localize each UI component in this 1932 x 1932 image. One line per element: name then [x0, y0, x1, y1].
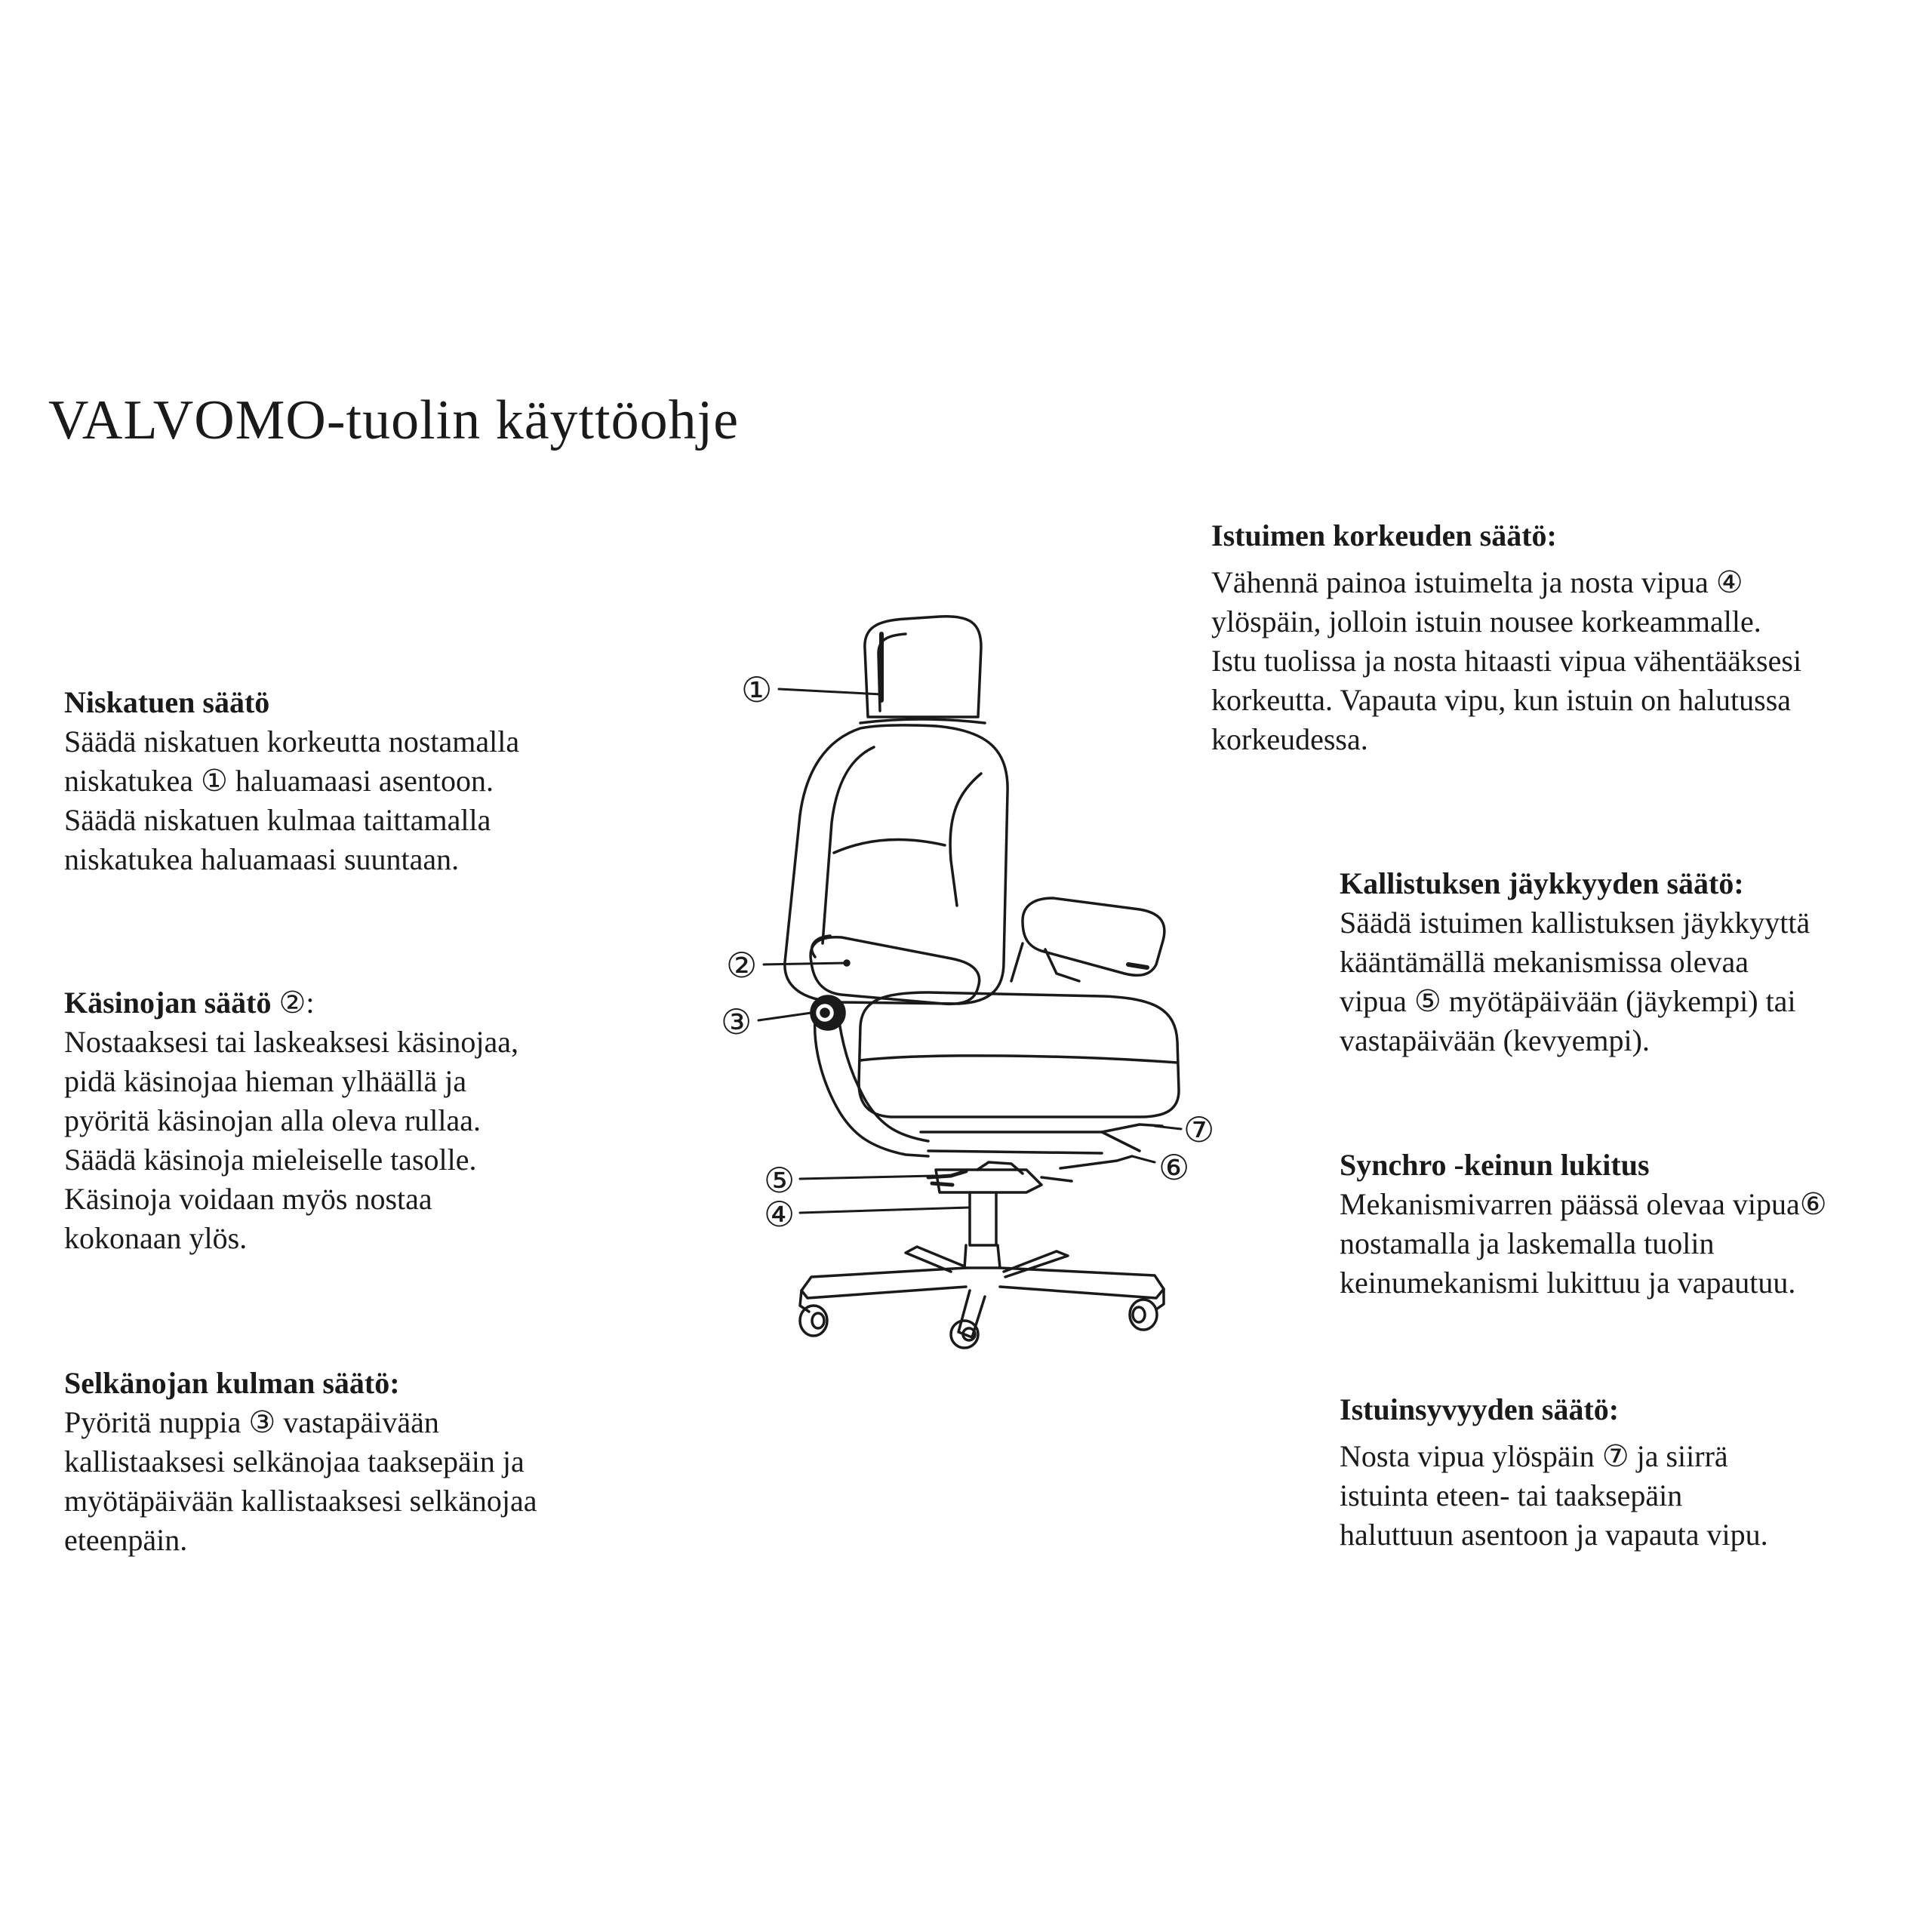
section-backrest: [64, 1364, 537, 1560]
section-heading: Selkänojan kulman säätö:: [64, 1366, 400, 1400]
tilt-mechanism: [921, 1124, 1162, 1192]
section-line: vipua ⑤ myötäpäivään (jäykempi) tai: [1340, 984, 1796, 1018]
section-line: korkeudessa.: [1211, 722, 1368, 756]
callout-4: ④: [764, 1194, 795, 1235]
section-line: istuinta eteen- tai taaksepäin: [1340, 1478, 1683, 1512]
section-line: kallistaaksesi selkänojaa taaksepäin ja: [64, 1444, 525, 1478]
section-line: Säädä niskatuen korkeutta nostamalla: [64, 724, 520, 758]
backrest: [785, 725, 1008, 1004]
caster-wheels: [800, 1300, 1157, 1348]
section-line: Säädä niskatuen kulmaa taittamalla: [64, 803, 491, 837]
callout-2: ②: [726, 945, 758, 986]
chair-base: [800, 1247, 1164, 1337]
callout-7: ⑦: [1183, 1109, 1215, 1150]
armrest-right: [1011, 898, 1164, 981]
section-line: myötäpäivään kallistaaksesi selkänojaa: [64, 1484, 537, 1518]
section-line: ylöspäin, jolloin istuin nousee korkeammalle.: [1211, 605, 1761, 638]
section-line: kääntämällä mekanismissa olevaa: [1340, 945, 1749, 979]
backrest-tilt-knob: [811, 996, 844, 1029]
seat-cushion: [859, 992, 1179, 1117]
heading-suffix: ②:: [271, 986, 315, 1020]
section-heading: Niskatuen säätö: [64, 685, 270, 719]
section-line: kokonaan ylös.: [64, 1221, 248, 1255]
section-line: Käsinoja voidaan myös nostaa: [64, 1182, 432, 1216]
section-line: vastapäivään (kevyempi).: [1340, 1023, 1650, 1057]
section-line: niskatukea ① haluamaasi asentoon.: [64, 764, 494, 798]
callout-3: ③: [721, 1001, 752, 1042]
section-line: Istu tuolissa ja nosta hitaasti vipua vähentääksesi: [1211, 644, 1802, 678]
section-synchro-lock: [1340, 1146, 1827, 1303]
section-heading: Istuimen korkeuden säätö:: [1211, 518, 1557, 552]
section-line: nostamalla ja laskemalla tuolin: [1340, 1226, 1715, 1260]
page-title: VALVOMO-tuolin käyttöohje: [48, 389, 740, 451]
section-tilt-tension: [1340, 864, 1810, 1060]
section-line: Nostaaksesi tai laskeaksesi käsinojaa,: [64, 1025, 519, 1059]
section-armrest: [64, 983, 518, 1258]
section-headrest: [64, 683, 519, 879]
section-seat-height: [1211, 516, 1801, 759]
section-line: Pyöritä nuppia ③ vastapäivään: [64, 1405, 439, 1439]
section-line: Säädä käsinoja mieleiselle tasolle.: [64, 1143, 477, 1177]
section-line: haluttuun asentoon ja vapauta vipu.: [1340, 1518, 1768, 1552]
section-heading: Kallistuksen jäykkyyden säätö:: [1340, 866, 1744, 900]
section-line: niskatukea haluamaasi suuntaan.: [64, 842, 460, 876]
chair-diagram: [679, 589, 1268, 1351]
section-seat-depth: [1340, 1390, 1768, 1555]
section-line: pidä käsinojaa hieman ylhäällä ja: [64, 1064, 467, 1098]
section-line: Vähennä painoa istuimelta ja nosta vipua ④: [1211, 565, 1743, 599]
callout-6: ⑥: [1158, 1147, 1190, 1188]
section-line: keinumekanismi lukittuu ja vapautuu.: [1340, 1266, 1796, 1300]
section-line: eteenpäin.: [64, 1523, 188, 1557]
section-heading: [64, 983, 518, 1023]
headrest: [860, 617, 985, 723]
heading-text: Käsinojan säätö: [64, 986, 272, 1020]
section-line: Mekanismivarren päässä olevaa vipua⑥: [1340, 1187, 1827, 1221]
section-line: pyöritä käsinojan alla oleva rullaa.: [64, 1103, 481, 1137]
section-heading: Synchro -keinun lukitus: [1340, 1148, 1650, 1182]
section-line: Säädä istuimen kallistuksen jäykkyyttä: [1340, 906, 1810, 940]
gas-cylinder: [932, 1183, 1000, 1268]
callout-leaders: [758, 689, 1181, 1213]
section-line: korkeutta. Vapauta vipu, kun istuin on halutussa: [1211, 683, 1792, 717]
section-heading: Istuinsyvyyden säätö:: [1340, 1392, 1620, 1426]
callout-1: ①: [741, 669, 773, 710]
callout-5: ⑤: [764, 1160, 795, 1201]
section-line: Nosta vipua ylöspäin ⑦ ja siirrä: [1340, 1439, 1728, 1473]
